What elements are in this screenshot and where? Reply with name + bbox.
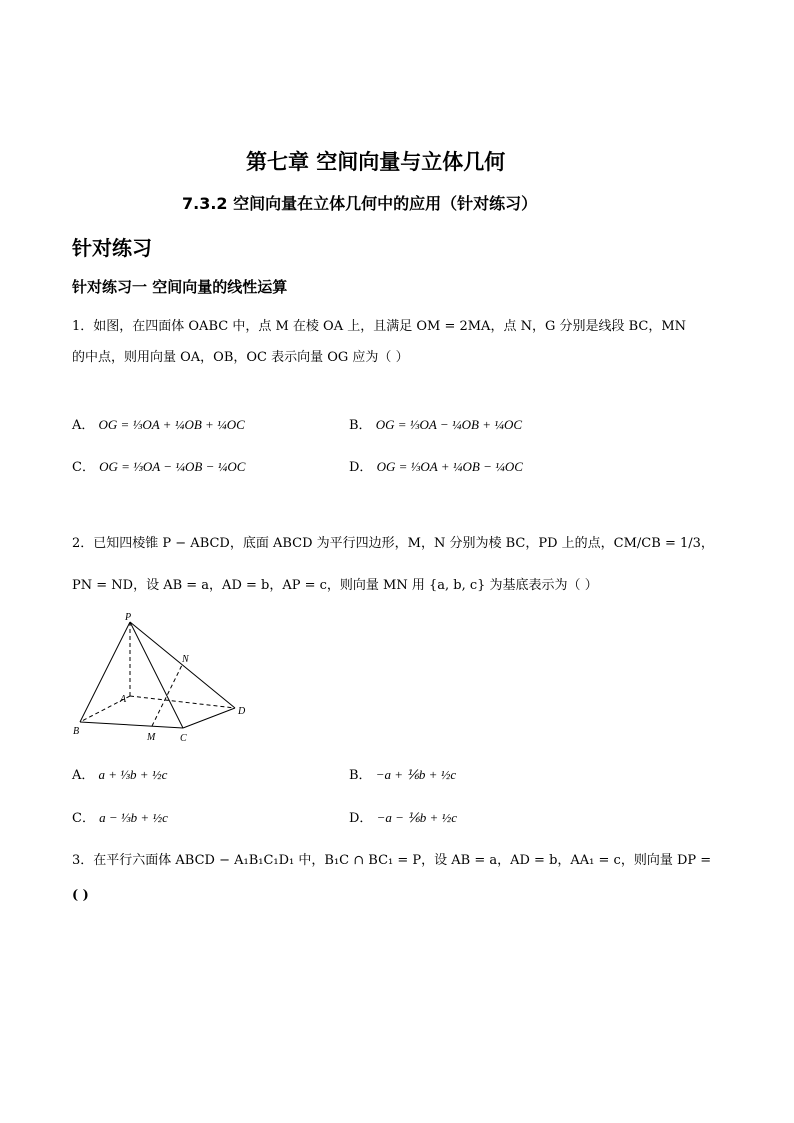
option-label: D． [349,811,373,826]
vertex-label-a: A [120,694,127,705]
q2-option-a[interactable] [72,764,167,783]
q2-stem-line2: PN = ND，设 AB = a，AD = b，AP = c，则向量 MN 用 {a, b, c} 为基底表示为（ ） [72,578,598,593]
option-expression: a − ⅓b + ½c [99,810,168,825]
option-expression: OG = ⅓OA + ¼OB − ¼OC [376,459,523,474]
q2-stem-line1: 2．已知四棱锥 P − ABCD，底面 ABCD 为平行四边形，M，N 分别为棱 BC，PD 上的点，CM/CB = 1/3， [72,536,714,551]
option-label: C． [72,460,95,475]
option-label: B． [349,768,372,783]
option-label: A． [72,768,95,783]
q1-option-c[interactable] [72,456,245,475]
q1-stem-line2: 的中点，则用向量 OA，OB，OC 表示向量 OG 应为（ ） [72,350,409,365]
q1-option-d[interactable] [349,456,523,475]
vertex-label-p: P [125,612,132,623]
option-expression: OG = ⅓OA − ¼OB + ¼OC [375,417,523,432]
q1-option-a[interactable] [72,414,245,433]
vertex-label-m: M [147,732,156,743]
q2-option-b[interactable] [349,764,456,783]
topic-heading: 针对练习一 空间向量的线性运算 [72,278,288,296]
q2-option-d[interactable] [349,807,457,826]
pyramid-figure [70,612,260,747]
vertex-label-b: B [73,726,80,737]
vertex-label-n: N [182,654,189,665]
q3-stem-line1: 3．在平行六面体 ABCD − A₁B₁C₁D₁ 中，B₁C ∩ BC₁ = P，设 AB = a，AD = b，AA₁ = c，则向量 DP = [72,853,712,868]
option-expression: −a − ⅙b + ½c [376,810,458,825]
option-expression: OG = ⅓OA − ¼OB − ¼OC [99,459,246,474]
option-label: B． [349,418,372,433]
option-label: A． [72,418,95,433]
practice-heading: 针对练习 [72,236,152,260]
q3-answer-blank: ( ) [72,888,89,903]
q2-option-c[interactable] [72,807,168,826]
option-label: C． [72,811,95,826]
option-expression: −a + ⅙b + ½c [375,767,457,782]
section-title: 7.3.2 空间向量在立体几何中的应用（针对练习） [182,194,538,213]
option-label: D． [349,460,373,475]
vertex-label-d: D [238,706,246,717]
vertex-label-c: C [180,733,187,744]
option-expression: a + ⅓b + ½c [98,767,168,782]
chapter-title: 第七章 空间向量与立体几何 [246,150,506,174]
q1-option-b[interactable] [349,414,522,433]
option-expression: OG = ⅓OA + ¼OB + ¼OC [98,417,245,432]
q1-stem-line1: 1．如图，在四面体 OABC 中，点 M 在棱 OA 上，且满足 OM = 2MA，点 N，G 分别是线段 BC，MN [72,319,687,334]
